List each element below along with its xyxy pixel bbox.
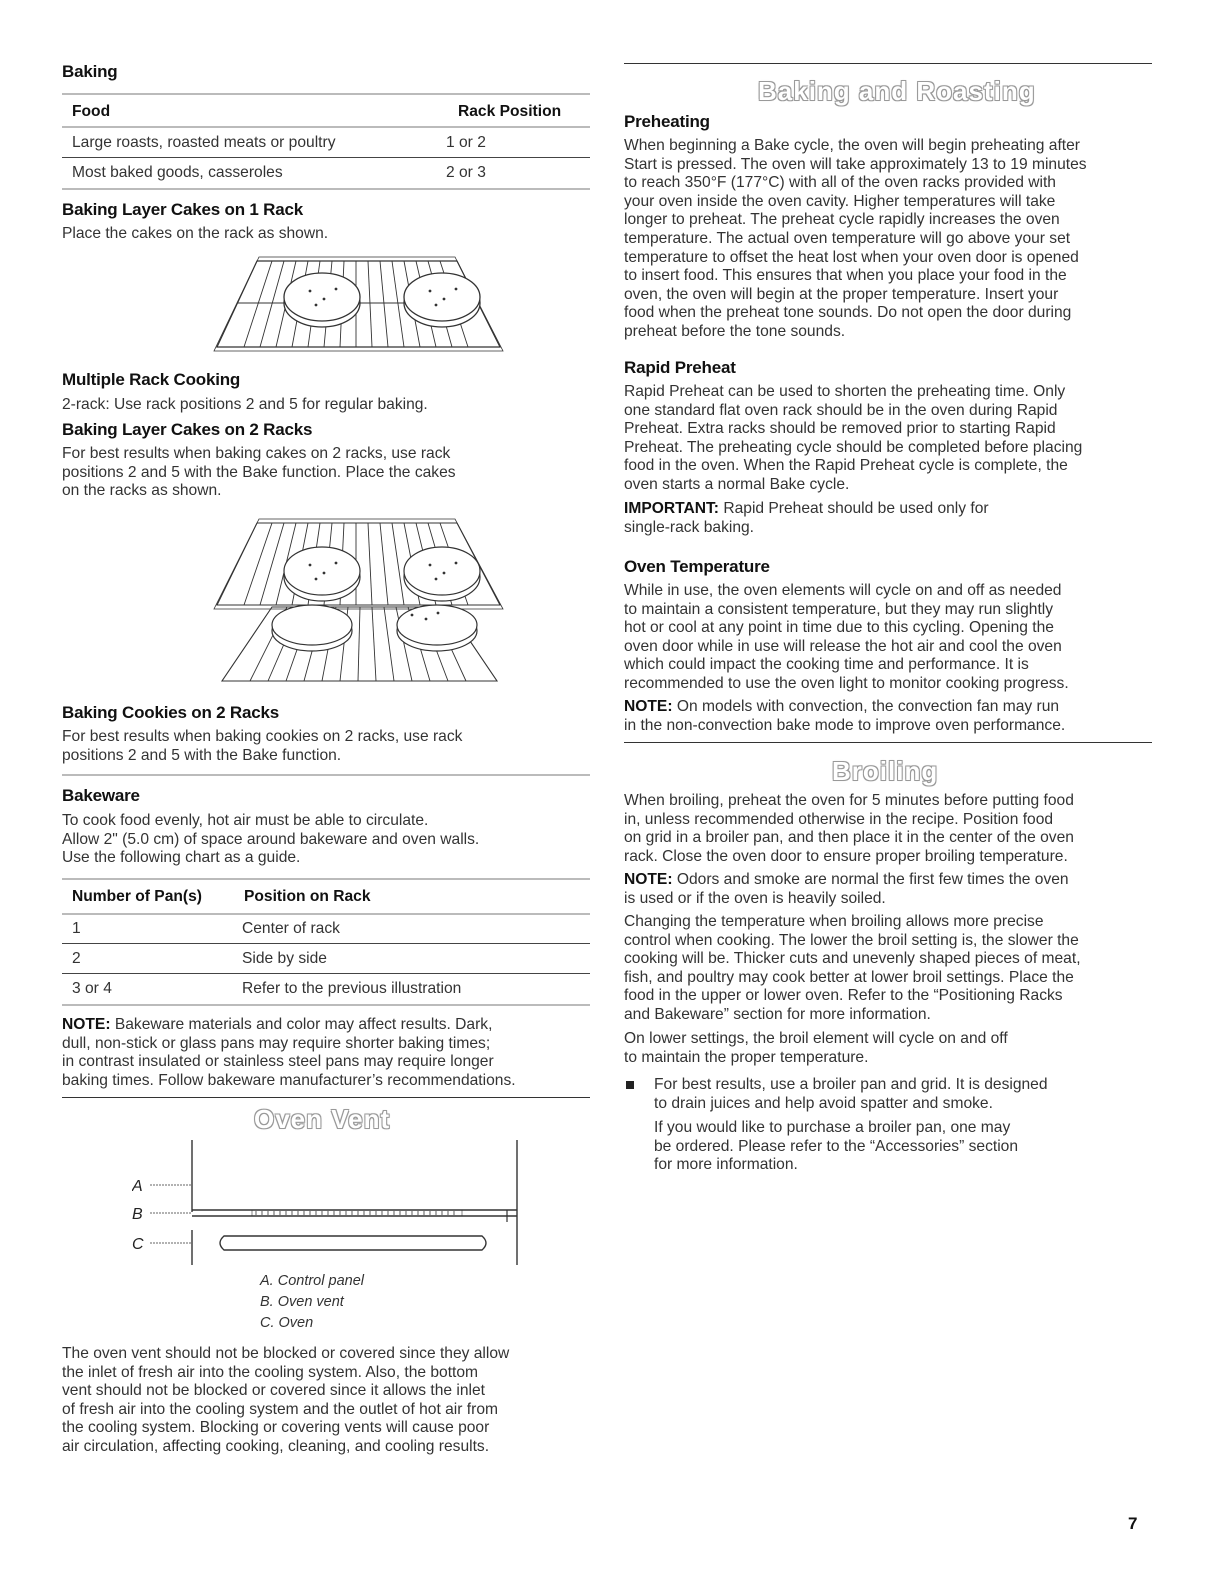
text-line: the cooling system. Blocking or covering vents will cause poor [62,1419,490,1437]
vent-label-c: C [132,1236,144,1253]
text-line: temperature. The actual oven temperature will go above your set [624,229,1071,247]
convection-note [624,698,1152,735]
text-span: Odors and smoke are normal the first few times the oven [672,871,1069,888]
table-cell: 1 [72,920,81,937]
divider [62,973,590,974]
divider [624,63,1152,64]
important-note [624,500,1152,537]
note-line [624,698,1152,717]
text-line: While in use, the oven elements will cycle on and off as needed [624,582,1062,599]
text-line: positions 2 and 5 with the Bake function. [62,746,342,764]
text-line: hot or cool at any point in time due to this cycling. Opening the [624,619,1054,637]
caption-b: B. Oven vent [260,1294,344,1310]
text-line: on the racks as shown. [62,482,222,500]
text-line: to insert food. This ensures that when you place your food in the [624,267,1067,285]
rapid-preheat-text [624,383,1152,495]
table-cell: 2 [72,950,81,967]
text-line: Allow 2" (5.0 cm) of space around bakeware and oven walls. [62,830,480,848]
note-line [624,500,1152,519]
text-span: Rapid Preheat should be used only for [719,500,989,517]
cookies-title: Baking Cookies on 2 Racks [62,703,280,722]
divider [62,188,590,190]
text-line: to drain juices and help avoid spatter and smoke. [654,1094,993,1112]
text-line: longer to preheat. The preheat cycle rapidly increases the oven [624,211,1060,229]
oven-temperature-text [624,582,1152,694]
broiling-text [624,792,1152,866]
divider [62,126,590,128]
text-line: is used or if the oven is heavily soiled. [624,889,886,907]
table-cell: Center of rack [242,920,340,937]
purchase-text [654,1119,1152,1175]
bullet-icon [626,1081,634,1089]
divider [624,742,1152,743]
text-line: control when cooking. The lower the broil setting is, the slower the [624,931,1079,949]
broiling-heading: Broiling [832,756,939,786]
text-line: For best results when baking cookies on 2 racks, use rack [62,728,463,745]
odors-note [624,871,1152,908]
one-rack-cakes-illustration [212,255,507,355]
text-line: Rapid Preheat can be used to shorten the preheating time. Only [624,383,1066,400]
text-line: which could impact the cooking time and performance. It is [624,656,1029,674]
changing-text [624,913,1152,1025]
table-cell: Most baked goods, casseroles [72,164,283,181]
text-line: on grid in a broiler pan, and then place it in the center of the oven [624,829,1074,847]
divider [62,1004,590,1006]
table-cell: 3 or 4 [72,980,112,997]
text-line: one standard flat oven rack should be in the oven during Rapid [624,401,1058,419]
text-line: temperature to offset the heat lost when your oven door is opened [624,248,1079,266]
text-line: food in the oven. When the Rapid Preheat cycle is complete, the [624,457,1068,475]
layer2-title: Baking Layer Cakes on 2 Racks [62,420,313,439]
table-cell: Large roasts, roasted meats or poultry [72,134,336,151]
text-line: preheat before the tone sounds. [624,322,846,340]
text-line: in, unless recommended otherwise in the recipe. Position food [624,810,1054,828]
oven-temperature-title: Oven Temperature [624,557,770,576]
text-line: To cook food evenly, hot air must be able to circulate. [62,812,429,829]
multi-rack-text: 2-rack: Use rack positions 2 and 5 for regular baking. [62,396,428,413]
preheating-text [624,137,1152,342]
note-line [624,871,1152,890]
text-line: The oven vent should not be blocked or covered since they allow [62,1345,510,1362]
divider [62,157,590,158]
layer2-text [62,445,590,501]
divider [62,913,590,915]
text-line: in the non-convection bake mode to improve oven performance. [624,716,1066,734]
text-line: air circulation, affecting cooking, cleaning, and cooling results. [62,1437,490,1455]
text-line: Preheat. The preheating cycle should be completed before placing [624,438,1083,456]
text-line: your oven inside the oven cavity. Higher temperatures will take [624,192,1056,210]
text-line: food in the upper or lower oven. Refer to the “Positioning Racks [624,987,1063,1005]
text-line: the inlet of fresh air into the cooling system. Also, the bottom [62,1363,479,1381]
table-cell: Side by side [242,950,327,967]
text-span: On models with convection, the convection fan may run [672,698,1060,715]
text-line: Start is pressed. The oven will take approximately 13 to 19 minutes [624,155,1087,173]
oven-vent-diagram [132,1140,532,1275]
table-cell: 2 or 3 [446,164,486,181]
two-rack-cakes-illustration [212,515,507,685]
text-line: vent should not be blocked or covered since it allows the inlet [62,1382,486,1400]
text-line: fish, and poultry may cook better at lower broil settings. Place the [624,968,1074,986]
text-line: of fresh air into the cooling system and the outlet of hot air from [62,1400,498,1418]
text-line: rack. Close the oven door to ensure proper broiling temperature. [624,847,1068,865]
table-header-food: Food [72,103,111,120]
text-line: for more information. [654,1156,798,1174]
text-line: single-rack baking. [624,518,755,536]
text-span: Bakeware materials and color may affect results. Dark, [110,1016,493,1033]
divider [62,1097,590,1098]
text-line: cooking will be. Thicker cuts and unevenly shaped pieces of meat, [624,950,1081,968]
cookies-text [62,728,590,765]
table-header-pans: Number of Pan(s) [72,888,202,905]
text-line: to maintain the proper temperature. [624,1048,869,1066]
text-line: positions 2 and 5 with the Bake function. Place the cakes [62,463,456,481]
text-line: dull, non-stick or glass pans may require shorter baking times; [62,1034,491,1052]
bakeware-title: Bakeware [62,786,140,805]
text-line: be ordered. Please refer to the “Accessories” section [654,1137,1019,1155]
lower-settings-text [624,1030,1152,1067]
text-line: oven door while in use will release the hot air and cool the oven [624,637,1062,655]
divider [62,93,590,95]
text-line: oven, the oven will begin at the proper temperature. Insert your [624,285,1059,303]
page-number: 7 [1128,1514,1138,1533]
text-line: in contrast insulated or stainless steel pans may require longer [62,1053,494,1071]
note-label: NOTE: [624,698,673,715]
divider [62,774,590,776]
text-line: Changing the temperature when broiling allows more precise [624,913,1044,930]
layer1-title: Baking Layer Cakes on 1 Rack [62,200,304,219]
text-line: to reach 350°F (177°C) with all of the oven racks provided with [624,174,1056,192]
caption-a: A. Control panel [260,1273,364,1289]
baking-title: Baking [62,62,118,81]
text-line: If you would like to purchase a broiler pan, one may [654,1119,1011,1136]
rapid-preheat-title: Rapid Preheat [624,358,736,377]
table-header-rack-position: Rack Position [458,103,562,120]
text-line: food when the preheat tone sounds. Do not open the door during [624,304,1072,322]
text-line: oven starts a normal Bake cycle. [624,475,850,493]
text-line: On lower settings, the broil element will cycle on and off [624,1030,1008,1047]
multi-rack-title: Multiple Rack Cooking [62,370,241,389]
text-line: to maintain a consistent temperature, but they may run slightly [624,600,1054,618]
oven-vent-heading: Oven Vent [254,1104,391,1134]
divider [62,878,590,880]
text-line: baking times. Follow bakeware manufacturer’s recommendations. [62,1071,516,1089]
divider [62,943,590,944]
note-label: NOTE: [624,871,673,888]
table-header-position: Position on Rack [244,888,371,905]
text-line: Preheat. Extra racks should be removed prior to starting Rapid [624,420,1056,438]
preheating-title: Preheating [624,112,710,131]
text-line: When beginning a Bake cycle, the oven will begin preheating after [624,137,1080,154]
bullet-text [654,1076,1152,1113]
note-label: NOTE: [62,1016,111,1033]
vent-label-b: B [132,1206,143,1223]
vent-label-a: A [132,1178,143,1195]
layer1-text: Place the cakes on the rack as shown. [62,225,329,242]
table-cell: Refer to the previous illustration [242,980,462,997]
table-cell: 1 or 2 [446,134,486,151]
baking-roasting-heading: Baking and Roasting [758,76,1036,106]
text-line: Use the following chart as a guide. [62,849,301,867]
note-line [62,1016,590,1035]
text-line: For best results, use a broiler pan and grid. It is designed [654,1076,1048,1093]
text-line: When broiling, preheat the oven for 5 minutes before putting food [624,792,1074,809]
bakeware-text [62,812,590,868]
text-line: For best results when baking cakes on 2 racks, use rack [62,445,451,462]
important-label: IMPORTANT: [624,500,719,517]
text-line: and Bakeware” section for more information. [624,1005,931,1023]
caption-c: C. Oven [260,1315,314,1331]
text-line: recommended to use the oven light to monitor cooking progress. [624,674,1069,692]
oven-vent-text [62,1345,590,1457]
bakeware-note [62,1016,590,1090]
